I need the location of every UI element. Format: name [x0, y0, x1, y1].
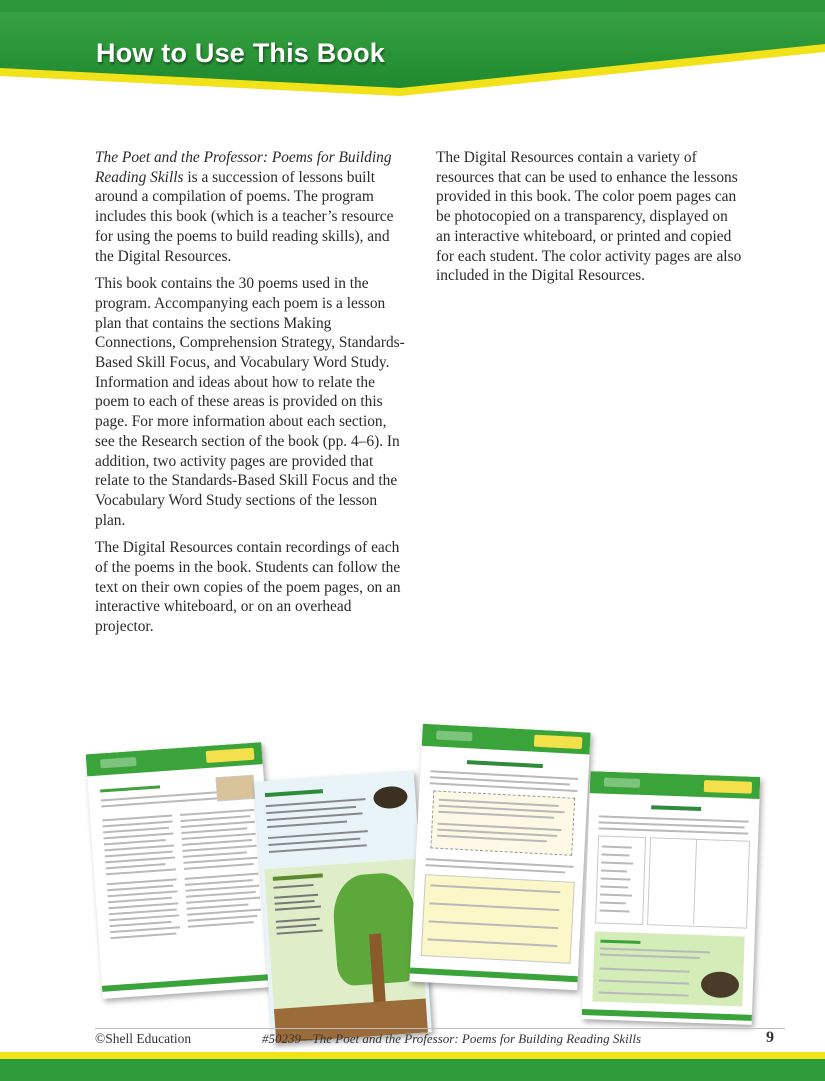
poem-page-thumbnail	[254, 771, 432, 1044]
digital-resources-paragraph: The Digital Resources contain a variety of resources that can be used to enhance the lessons provided in this book. The color poem pages can be photocopied on a transparency, displayed on an interactive whiteboard, or printed and copied for each student. The color activity pages are also included in the Digital Resources.	[436, 149, 742, 285]
right-column	[436, 148, 746, 294]
book-title-italic: The Poet and the Professor: Poems for Building Reading Skills	[95, 149, 392, 186]
footer-banner-graphic	[0, 1052, 825, 1081]
contents-paragraph: This book contains the 30 poems used in the program. Accompanying each poem is a lesson plan that contains the sections Making Connections, Comprehension Strategy, Standards-Based Skill Focus, and Vocabulary Word Study. Information and ideas about how to relate the poem to each of these areas is provided on this page. For more information about each section, see the Research section of the book (pp. 4–6). In addition, two activity pages are provided that relate to the Standards-Based Skill Focus and the Vocabulary Word Study sections of the lesson plan.	[95, 275, 405, 529]
recordings-paragraph: The Digital Resources contain recordings of each of the poems in the book. Students can follow the text on their own copies of the poem pages, on an interactive whiteboard, or on an overhead projector.	[95, 539, 401, 636]
page-number: 9	[766, 1029, 774, 1046]
intro-paragraph	[95, 148, 405, 266]
footer-book-reference: #50239—The Poet and the Professor: Poems for Building Reading Skills	[262, 1031, 642, 1046]
footer-copyright: ©Shell Education	[95, 1031, 192, 1046]
intro-paragraph-text: is a succession of lessons built around a compilation of poems. The program includes this book (which is a teacher’s resource for using the poems to build reading skills), and the Digital Resources.	[95, 168, 394, 265]
word-study-page-thumbnail	[582, 771, 761, 1025]
skill-focus-page-thumbnail	[409, 724, 590, 990]
left-column	[95, 148, 405, 645]
header-banner	[0, 0, 825, 120]
page-title: How to Use This Book	[96, 38, 386, 68]
sample-pages-illustration	[88, 728, 778, 1043]
footer-rule	[0, 1028, 825, 1029]
lesson-plan-page-thumbnail	[86, 742, 279, 999]
